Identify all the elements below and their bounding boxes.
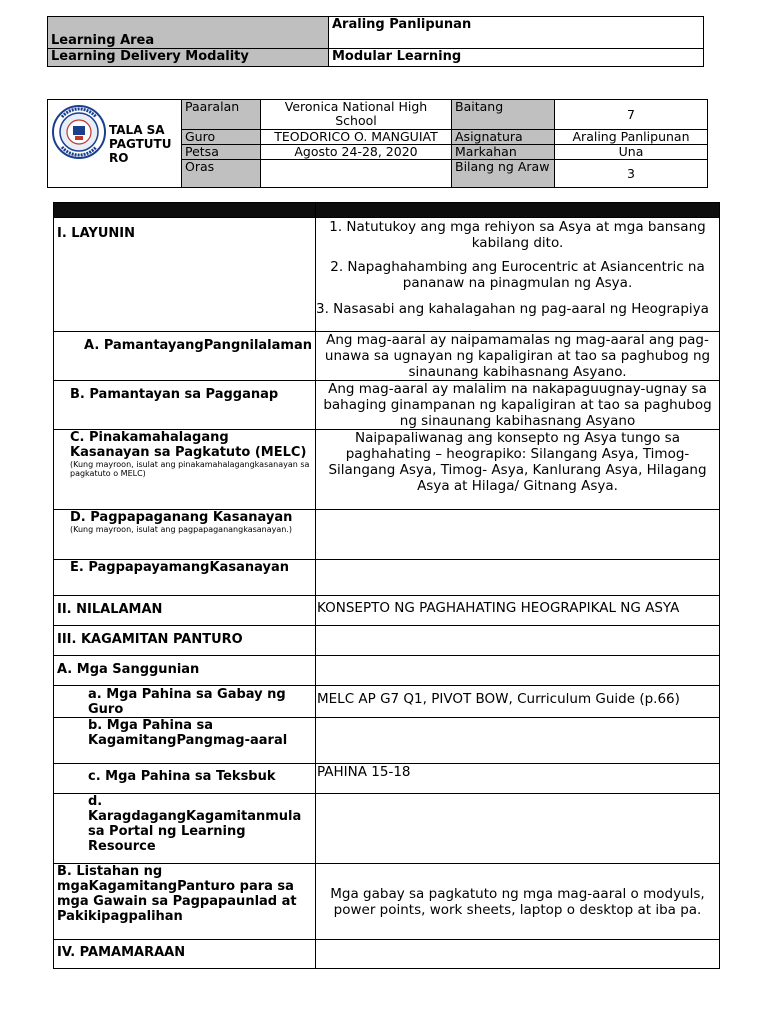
modality-value: Modular Learning	[329, 49, 704, 67]
portal-lr-label: d. KaragdagangKagamitanmula sa Portal ng Learning Resource	[54, 794, 316, 864]
bilang-label: Bilang ng Araw	[452, 160, 555, 188]
guro-value: TEODORICO O. MANGUIAT	[261, 130, 452, 145]
logo-cell	[48, 100, 182, 188]
school-info-table	[47, 99, 708, 188]
modality-label: Learning Delivery Modality	[48, 49, 329, 67]
oras-value	[261, 160, 452, 188]
kagamitan-label: III. KAGAMITAN PANTURO	[54, 626, 316, 656]
baitang-value: 7	[555, 100, 708, 130]
row-kagamitang-pangmag-aaral	[54, 718, 720, 764]
header-table	[47, 16, 704, 67]
row-pagpapayamang-kasanayan	[54, 560, 720, 596]
markahan-label: Markahan	[452, 145, 555, 160]
pamamaraan-label: IV. PAMAMARAAN	[54, 940, 316, 969]
layunin-cell	[316, 218, 720, 332]
teksbuk-value: PAHINA 15-18	[316, 764, 720, 794]
asignatura-label: Asignatura	[452, 130, 555, 145]
melc-note: (Kung mayroon, isulat ang pinakamahalagangkasanayan sa pagkatuto o MELC)	[70, 460, 310, 478]
sanggunian-label: A. Mga Sanggunian	[54, 656, 316, 686]
oras-label: Oras	[182, 160, 261, 188]
pagpapayamang-label: E. PagpapayamangKasanayan	[54, 560, 316, 596]
row-listahan	[54, 864, 720, 940]
row-portal-lr	[54, 794, 720, 864]
nilalaman-label: II. NILALAMAN	[54, 596, 316, 626]
layunin-2: 2. Napaghahambing ang Eurocentric at Asiancentric na pananaw na pinagmulan ng Asya.	[330, 259, 705, 291]
row-gabay-guro	[54, 686, 720, 718]
row-pamamaraan	[54, 940, 720, 969]
row-pamantayan-pagganap	[54, 381, 720, 430]
row-pagpapaganang-kasanayan	[54, 510, 720, 560]
guro-label: Guro	[182, 130, 261, 145]
pamantayang-pangnilalaman-value: Ang mag-aaral ay naipamamalas ng mag-aaral ang pag-unawa sa ugnayan ng kapaligiran at tao sa paghubog ng sinaunang kabihasnang Asyano.	[316, 332, 720, 381]
listahan-label: B. Listahan ng mgaKagamitangPanturo para sa mga Gawain sa Pagpapaunlad at Pakikipagpalihan	[54, 864, 316, 940]
gabay-guro-value: MELC AP G7 Q1, PIVOT BOW, Curriculum Guide (p.66)	[316, 686, 720, 718]
pagpapaganang-label: D. Pagpapaganang Kasanayan	[70, 510, 293, 525]
petsa-label: Petsa	[182, 145, 261, 160]
nilalaman-value: KONSEPTO NG PAGHAHATING HEOGRAPIKAL NG ASYA	[316, 596, 720, 626]
kagamitang-pangmag-aaral-label: b. Mga Pahina sa KagamitangPangmag-aaral	[54, 718, 316, 764]
row-melc	[54, 430, 720, 510]
header-row-modality	[48, 49, 704, 67]
pamantayang-pangnilalaman-label: A. PamantayangPangnilalaman	[54, 332, 316, 381]
paaralan-label: Paaralan	[182, 100, 261, 130]
row-teksbuk	[54, 764, 720, 794]
petsa-value: Agosto 24-28, 2020	[261, 145, 452, 160]
layunin-label: I. LAYUNIN	[54, 218, 316, 332]
black-header-row	[54, 203, 720, 218]
melc-value: Naipapaliwanag ang konsepto ng Asya tungo sa paghahating – heograpiko: Silangang Asya, Timog-Silangang Asya, Timog- Asya, Kanlurang Asya, Hilagang Asya at Hilaga/ Gitnang Asya.	[316, 430, 720, 510]
listahan-value: Mga gabay sa pagkatuto ng mga mag-aaral o modyuls, power points, work sheets, laptop o desktop at iba pa.	[316, 864, 720, 940]
layunin-3: 3. Nasasabi ang kahalagahan ng pag-aaral ng Heograpiya	[316, 301, 709, 317]
row-kagamitan	[54, 626, 720, 656]
paaralan-value: Veronica National High School	[261, 100, 452, 130]
teksbuk-label: c. Mga Pahina sa Teksbuk	[54, 764, 316, 794]
header-row-learning-area	[48, 17, 704, 49]
bilang-value: 3	[555, 160, 708, 188]
learning-area-value: Araling Panlipunan	[329, 17, 704, 49]
pamantayan-pagganap-label: B. Pamantayan sa Pagganap	[54, 381, 316, 430]
tala-sa-pagtuturo-label: TALA SA PAGTUTU RO	[109, 123, 172, 165]
row-pamantayang-pangnilalaman	[54, 332, 720, 381]
gabay-guro-label: a. Mga Pahina sa Gabay ng Guro	[54, 686, 316, 718]
lesson-plan-table	[53, 202, 720, 969]
pagpapaganang-label-cell	[54, 510, 316, 560]
row-sanggunian	[54, 656, 720, 686]
asignatura-value: Araling Panlipunan	[555, 130, 708, 145]
melc-label-cell	[54, 430, 316, 510]
row-layunin	[54, 218, 720, 332]
learning-area-label: Learning Area	[48, 17, 329, 49]
markahan-value: Una	[555, 145, 708, 160]
melc-label: C. Pinakamahalagang Kasanayan sa Pagkatuto (MELC)	[70, 430, 307, 460]
pagpapaganang-note: (Kung mayroon, isulat ang pagpapaganangkasanayan.)	[70, 525, 293, 534]
pamantayan-pagganap-value: Ang mag-aaral ay malalim na nakapaguugnay-ugnay sa bahaging ginampanan ng kapaligiran at tao sa paghubog ng sinaunang kabihasnang Asyano	[316, 381, 720, 430]
row-nilalaman	[54, 596, 720, 626]
baitang-label: Baitang	[452, 100, 555, 130]
layunin-1: 1. Natutukoy ang mga rehiyon sa Asya at mga bansang kabilang dito.	[329, 219, 706, 251]
school-seal-icon	[52, 105, 106, 159]
